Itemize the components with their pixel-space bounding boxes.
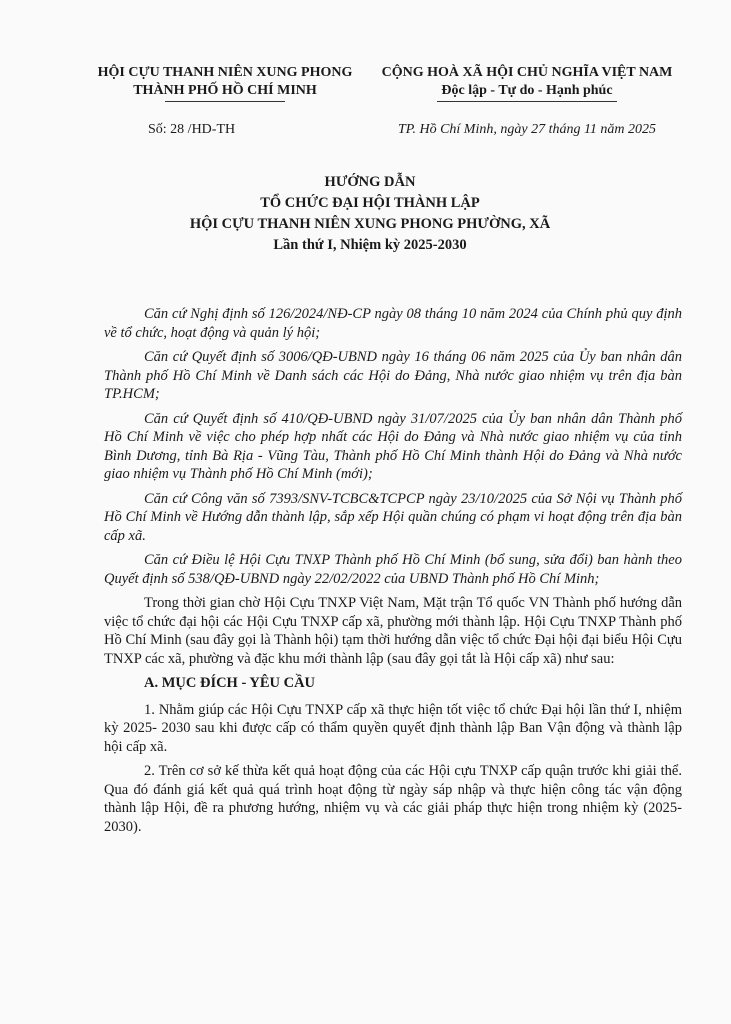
section-a-item-2: 2. Trên cơ sở kế thừa kết quả hoạt động của các Hội cựu TNXP cấp quận trước khi giải thể. Qua đó đánh giá kết quả quá trình hoạt động từ ngày sáp nhập và thực hiện công tác vận động thành lập Hội, đề ra phương hướng, nhiệm vụ và các giải pháp thực hiện trong nhiệm kỳ (2025-2030). xyxy=(104,763,682,835)
document-number: Số: 28 /HD-TH xyxy=(148,122,236,137)
document-title xyxy=(90,172,650,256)
motto-underline xyxy=(437,101,617,102)
document-date: TP. Hồ Chí Minh, ngày 27 tháng 11 năm 2025 xyxy=(397,122,657,137)
section-a-item-1: 1. Nhằm giúp các Hội Cựu TNXP cấp xã thực hiện tốt việc tổ chức Đại hội lần thứ I, nhiệm kỳ 2025- 2030 sau khi được cấp có thẩm quyền quyết định thành lập Ban Vận động và thành lập hội cấp xã. xyxy=(104,701,682,755)
title-line-4: Lần thứ I, Nhiệm kỳ 2025-2030 xyxy=(273,237,467,253)
title-line-2: TỔ CHỨC ĐẠI HỘI THÀNH LẬP xyxy=(260,195,480,211)
title-line-3: HỘI CỰU THANH NIÊN XUNG PHONG PHƯỜNG, XÃ xyxy=(189,216,551,232)
legal-basis-2: Căn cứ Quyết định số 3006/QĐ-UBND ngày 16 tháng 06 năm 2025 của Ủy ban nhân dân Thành phố Hồ Chí Minh về Danh sách các Hội do Đảng, Nhà nước giao nhiệm vụ trên địa bàn TP.HCM; xyxy=(104,349,682,402)
document-body xyxy=(104,305,682,842)
issuer-block xyxy=(80,64,370,102)
national-motto: Độc lập - Tự do - Hạnh phúc xyxy=(441,83,613,98)
legal-basis-1: Căn cứ Nghị định số 126/2024/NĐ-CP ngày 08 tháng 10 năm 2024 của Chính phủ quy định về tổ chức, hoạt động và quản lý hội; xyxy=(104,306,682,341)
section-a-heading: A. MỤC ĐÍCH - YÊU CẦU xyxy=(144,675,316,691)
title-line-1: HƯỚNG DẪN xyxy=(324,174,416,190)
intro-paragraph: Trong thời gian chờ Hội Cựu TNXP Việt Nam, Mặt trận Tổ quốc VN Thành phố hướng dẫn việc tổ chức đại hội các Hội Cựu TNXP cấp xã, phường mới thành lập. Hội Cựu TNXP Thành phố Hồ Chí Minh (sau đây gọi là Thành hội) tạm thời hướng dẫn việc tổ chức Đại hội đại biểu Hội Cựu TNXP các xã, phường và đặc khu mới thành lập (sau đây gọi tắt là Hội cấp xã) như sau: xyxy=(104,595,682,667)
issuer-name: HỘI CỰU THANH NIÊN XUNG PHONG xyxy=(97,65,353,80)
legal-basis-5: Căn cứ Điều lệ Hội Cựu TNXP Thành phố Hồ Chí Minh (bổ sung, sửa đổi) ban hành theo Quyết định số 538/QĐ-UBND ngày 22/02/2022 của UBND Thành phố Hồ Chí Minh; xyxy=(104,552,682,587)
national-heading xyxy=(372,64,682,102)
issuer-underline xyxy=(165,101,285,102)
legal-basis-3: Căn cứ Quyết định số 410/QĐ-UBND ngày 31/07/2025 của Ủy ban nhân dân Thành phố Hồ Chí Minh về việc cho phép hợp nhất các Hội do Đảng và Nhà nước giao nhiệm vụ của tỉnh Bình Dương, tỉnh Bà Rịa - Vũng Tàu, Thành phố Hồ Chí Minh thành Hội do Đảng và Nhà nước giao nhiệm vụ Thành phố Hồ Chí Minh (mới); xyxy=(104,410,682,482)
national-name: CỘNG HOÀ XÃ HỘI CHỦ NGHĨA VIỆT NAM xyxy=(381,65,673,80)
legal-basis-4: Căn cứ Công văn số 7393/SNV-TCBC&TCPCP ngày 23/10/2025 của Sở Nội vụ Thành phố Hồ Chí Minh về Hướng dẫn thành lập, sắp xếp Hội quần chúng có phạm vi hoạt động trên địa bàn cấp xã. xyxy=(104,490,682,544)
issuer-city: THÀNH PHỐ HỒ CHÍ MINH xyxy=(133,83,317,98)
